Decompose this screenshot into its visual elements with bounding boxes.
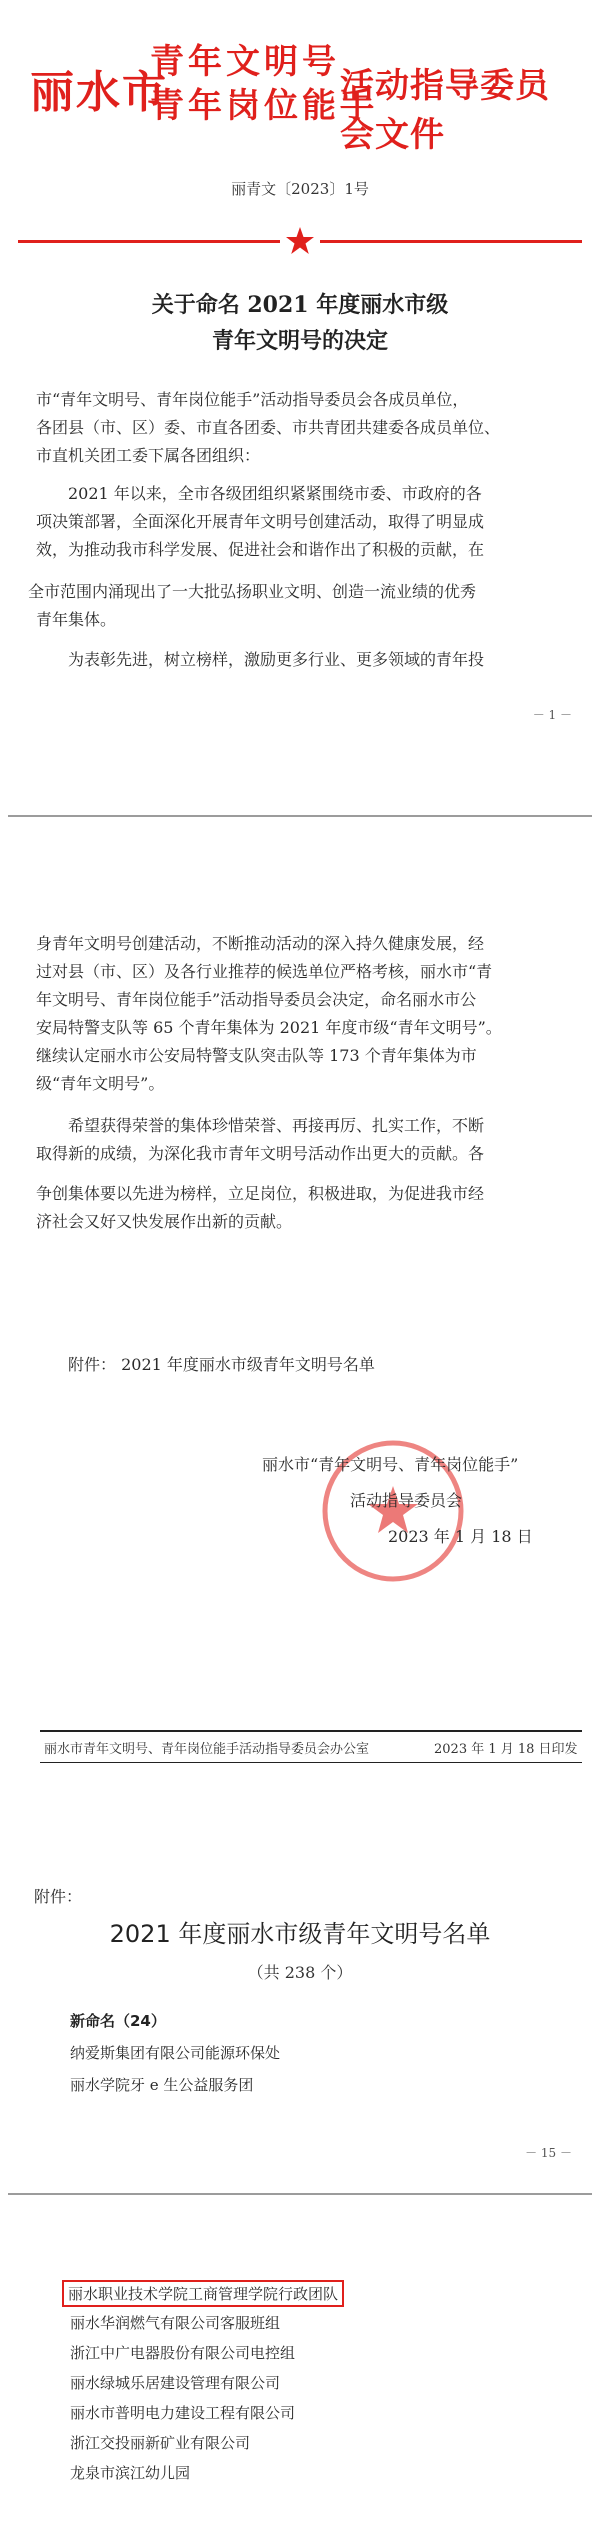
page-separator (0, 2190, 600, 2198)
red-divider-left (18, 240, 280, 243)
document-title-line1: 关于命名 2021 年度丽水市级 (151, 292, 449, 318)
document-title-line2: 青年文明号的决定 (211, 328, 388, 354)
list-item: 丽水学院牙 e 生公益服务团 (70, 2076, 254, 2094)
body-line: 争创集体要以先进为榜样，立足岗位，积极进取，为促进我市经 (36, 1184, 485, 1203)
body-line: 济社会又好又快发展作出新的贡献。 (36, 1212, 293, 1231)
document-number: 丽青文〔2023〕1号 (231, 180, 369, 198)
footer-bottom-rule (40, 1762, 582, 1763)
list-item: 浙江中广电器股份有限公司电控组 (70, 2344, 296, 2362)
signature-org-line2: 活动指导委员会 (350, 1491, 463, 1510)
annex-count: （共 238 个） (247, 1963, 353, 1982)
body-line: 2021 年以来，全市各级团组织紧紧围绕市委、市政府的各 (68, 484, 482, 503)
red-star-icon (285, 226, 315, 256)
body-line: 继续认定丽水市公安局特警支队突击队等 173 个青年集体为市 (36, 1046, 477, 1065)
body-line: 青年集体。 (36, 610, 117, 629)
body-line: 希望获得荣誉的集体珍惜荣誉、再接再厉、扎实工作，不断 (68, 1116, 485, 1135)
highlighted-list-item: 丽水职业技术学院工商管理学院行政团队 (62, 2280, 344, 2307)
list-item: 丽水华润燃气有限公司客服班组 (70, 2314, 281, 2332)
letterhead-city: 丽水市 (30, 67, 168, 118)
letterhead-tail: 活动指导委员会文件 (340, 66, 550, 155)
list-item: 浙江交投丽新矿业有限公司 (70, 2434, 251, 2452)
red-divider-right (320, 240, 582, 243)
list-item: 丽水市普明电力建设工程有限公司 (70, 2404, 296, 2422)
page-number: － 15 － (525, 2146, 572, 2160)
body-line: 年文明号、青年岗位能手”活动指导委员会决定，命名丽水市公 (36, 990, 477, 1009)
footer-print-date: 2023 年 1 月 18 日印发 (434, 1742, 578, 1757)
signature-org-line1: 丽水市“青年文明号、青年岗位能手” (262, 1455, 519, 1474)
document-page-1 (0, 0, 600, 812)
body-line: 效，为推动我市科学发展、促进社会和谐作出了积极的贡献，在 (36, 540, 485, 559)
body-line: 级“青年文明号”。 (36, 1074, 165, 1093)
body-line: 各团县（市、区）委、市直各团委、市共青团共建委各成员单位、 (36, 418, 501, 437)
red-letterhead (30, 32, 570, 155)
attachment-line: 附件： 2021 年度丽水市级青年文明号名单 (68, 1355, 375, 1374)
body-line: 全市范围内涌现出了一大批弘扬职业文明、创造一流业绩的优秀 (28, 582, 477, 601)
body-line: 市“青年文明号、青年岗位能手”活动指导委员会各成员单位， (36, 390, 469, 409)
letterhead-line2: 青年岗位能手 (150, 86, 378, 126)
body-line: 身青年文明号创建活动，不断推动活动的深入持久健康发展，经 (36, 934, 485, 953)
page-separator (0, 812, 600, 820)
body-line: 项决策部署，全面深化开展青年文明号创建活动，取得了明显成 (36, 512, 485, 531)
body-line: 市直机关团工委下属各团组织： (36, 446, 261, 465)
body-line: 过对县（市、区）及各行业推荐的候选单位严格考核，丽水市“青 (36, 962, 493, 981)
body-line: 为表彰先进，树立榜样，激励更多行业、更多领域的青年投 (68, 650, 485, 669)
list-item: 纳爱斯集团有限公司能源环保处 (70, 2044, 281, 2062)
annex-label: 附件： (34, 1887, 83, 1906)
footer-top-rule (40, 1730, 582, 1732)
list-item: 丽水绿城乐居建设管理有限公司 (70, 2374, 281, 2392)
list-item: 龙泉市滨江幼儿园 (70, 2464, 191, 2482)
page-number: － 1 － (532, 708, 572, 722)
section-heading: 新命名（24） (70, 2012, 166, 2030)
body-line: 安局特警支队等 65 个青年集体为 2021 年度市级“青年文明号”。 (36, 1018, 502, 1037)
letterhead-line1: 青年文明号 (150, 42, 340, 82)
body-line: 取得新的成绩，为深化我市青年文明号活动作出更大的贡献。各 (36, 1144, 485, 1163)
annex-title: 2021 年度丽水市级青年文明号名单 (109, 1920, 491, 1948)
signature-date: 2023 年 1 月 18 日 (388, 1527, 533, 1546)
footer-office: 丽水市青年文明号、青年岗位能手活动指导委员会办公室 (44, 1742, 370, 1757)
